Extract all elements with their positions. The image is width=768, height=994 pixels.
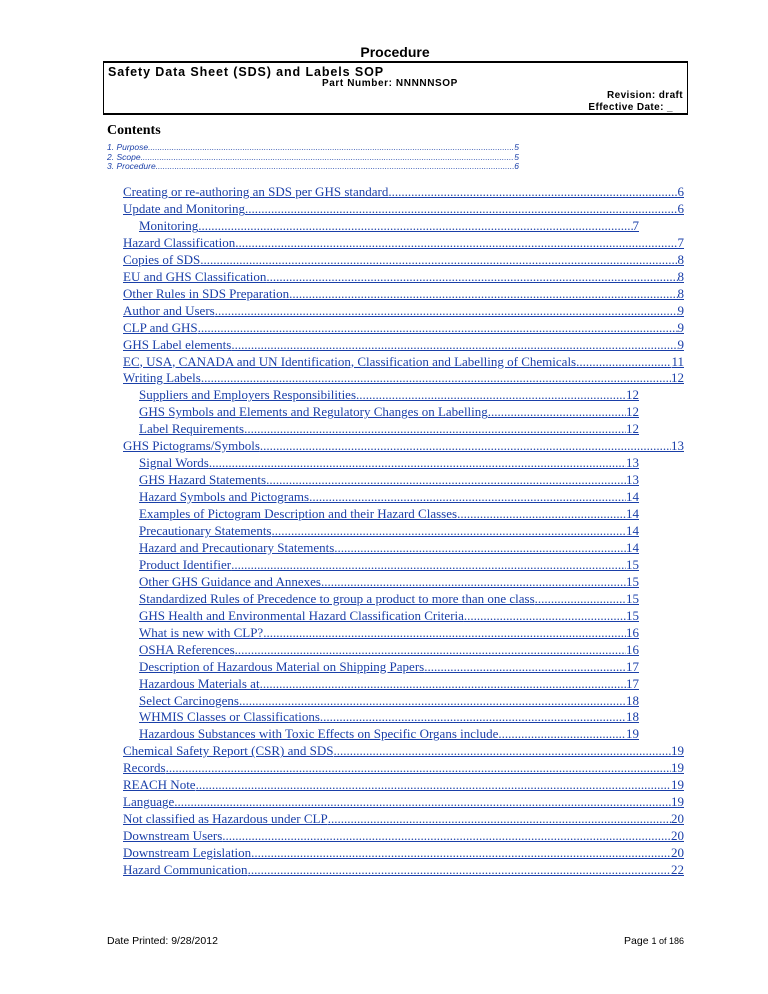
toc-page-number: 6: [677, 200, 684, 216]
dot-leader: [148, 143, 514, 153]
toc-label: Select Carcinogens: [139, 692, 239, 708]
dot-leader: [235, 234, 677, 251]
dot-leader: [235, 641, 626, 658]
toc-page-number: 13: [626, 455, 639, 471]
dot-leader: [231, 556, 626, 573]
dot-leader: [260, 437, 671, 454]
toc-label: REACH Note: [123, 777, 196, 793]
procedure-label: Procedure: [360, 44, 430, 60]
toc-page-number: 19: [671, 743, 684, 759]
toc-item[interactable]: [123, 268, 684, 285]
toc-page-number: 6: [677, 184, 684, 199]
toc-label: Hazardous Materials at: [139, 675, 260, 691]
date-printed: Date Printed: 9/28/2012: [107, 935, 218, 947]
toc-subitem[interactable]: [139, 725, 639, 742]
dot-leader: [245, 200, 677, 217]
dot-leader: [334, 539, 626, 556]
toc-page-number: 19: [671, 794, 684, 810]
toc-label: Copies of SDS: [123, 251, 201, 267]
toc-page-number: 15: [626, 607, 639, 623]
toc-label: GHS Symbols and Elements and Regulatory Changes on Labelling: [139, 404, 488, 420]
toc-page-number: 16: [626, 641, 639, 657]
toc-subitem[interactable]: [139, 573, 639, 590]
dot-leader: [231, 336, 677, 353]
dot-leader: [198, 319, 678, 336]
dot-leader: [141, 153, 515, 163]
dot-leader: [263, 624, 626, 641]
toc-item[interactable]: [123, 302, 684, 319]
toc-page-number: 19: [671, 777, 684, 793]
dot-leader: [535, 590, 626, 607]
toc-item[interactable]: [123, 776, 684, 793]
toc-label: Hazard Classification: [123, 234, 236, 250]
toc-item[interactable]: [123, 200, 684, 217]
toc-label: Hazard and Precautionary Statements: [139, 539, 335, 555]
toc-item[interactable]: [123, 336, 684, 353]
toc-label: GHS Label elements: [123, 336, 232, 352]
toc-subitem[interactable]: [139, 692, 639, 709]
dot-leader: [196, 776, 671, 793]
dot-leader: [576, 353, 671, 370]
dot-leader: [222, 827, 671, 844]
toc-subitem[interactable]: [139, 403, 639, 420]
document-title: Safety Data Sheet (SDS) and Labels SOP: [108, 65, 384, 79]
toc-item[interactable]: [123, 353, 684, 370]
toc-label: Monitoring: [139, 217, 199, 233]
toc-item[interactable]: [123, 861, 684, 878]
dot-leader: [215, 302, 678, 319]
toc-item[interactable]: [123, 759, 684, 776]
toc-summary-item[interactable]: [107, 153, 519, 163]
toc-page-number: 15: [626, 573, 639, 589]
toc-label: Not classified as Hazardous under CLP: [123, 811, 328, 827]
toc-label: WHMIS Classes or Classifications: [139, 709, 320, 725]
toc-label: CLP and GHS: [123, 319, 198, 335]
toc-label: GHS Hazard Statements: [139, 472, 267, 488]
toc-summary-page: 5: [514, 151, 519, 162]
toc-page-number: 17: [626, 658, 639, 674]
toc-label: Other GHS Guidance and Annexes: [139, 573, 321, 589]
toc-subitem[interactable]: [139, 420, 639, 437]
toc-page-number: 13: [626, 472, 639, 488]
dot-leader: [457, 505, 626, 522]
dot-leader: [166, 759, 671, 776]
toc-subitem[interactable]: [139, 471, 639, 488]
toc-summary-item[interactable]: [107, 162, 519, 172]
toc-item[interactable]: [123, 742, 684, 759]
toc-summary-label: 1. Purpose: [107, 142, 149, 152]
dot-leader: [272, 522, 627, 539]
toc-item[interactable]: [123, 369, 684, 386]
toc-page-number: 15: [626, 556, 639, 572]
dot-leader: [424, 658, 626, 675]
toc-item[interactable]: [123, 793, 684, 810]
toc-label: Language: [123, 794, 175, 810]
toc-item[interactable]: [123, 319, 684, 336]
dot-leader: [488, 403, 626, 420]
toc-label: Label Requirements: [139, 421, 245, 437]
toc-subitem[interactable]: [139, 539, 639, 556]
toc-label: GHS Health and Environmental Hazard Classification Criteria: [139, 607, 464, 623]
toc-subitem[interactable]: [139, 624, 639, 641]
dot-leader: [464, 607, 626, 624]
toc-page-number: 18: [626, 709, 639, 725]
dot-leader: [309, 488, 626, 505]
toc-label: Product Identifier: [139, 556, 232, 572]
toc-page-number: 19: [671, 760, 684, 776]
contents-heading: Contents: [107, 123, 161, 138]
dot-leader: [201, 369, 671, 386]
toc-page-number: 18: [626, 692, 639, 708]
dot-leader: [266, 268, 677, 285]
dot-leader: [334, 742, 671, 759]
toc-label: Update and Monitoring: [123, 200, 246, 216]
toc-page-number: 12: [671, 370, 684, 386]
toc-page-number: 7: [632, 217, 639, 233]
toc-subitem[interactable]: [139, 675, 639, 692]
toc-label: Description of Hazardous Material on Shipping Papers: [139, 658, 425, 674]
toc-page-number: 12: [626, 404, 639, 420]
toc-page-number: 8: [677, 268, 684, 284]
toc-label: Suppliers and Employers Responsibilities: [139, 387, 357, 403]
toc-subitem[interactable]: [139, 658, 639, 675]
toc-item[interactable]: [123, 810, 684, 827]
toc-subitem[interactable]: [139, 590, 639, 607]
toc-page-number: 11: [671, 353, 684, 369]
toc-page-number: 8: [677, 285, 684, 301]
toc-page-number: 12: [626, 387, 639, 403]
toc-item[interactable]: [123, 251, 684, 268]
toc-label: EC, USA, CANADA and UN Identification, Classification and Labelling of Chemicals: [123, 353, 577, 369]
toc-page-number: 20: [671, 845, 684, 861]
dot-leader: [174, 793, 671, 810]
toc-label: Hazard Symbols and Pictograms: [139, 489, 310, 505]
dot-leader: [198, 217, 632, 234]
dot-leader: [200, 251, 677, 268]
toc-page-number: 8: [677, 251, 684, 267]
toc-label: GHS Pictograms/Symbols: [123, 438, 260, 454]
toc-label: Hazard Communication: [123, 862, 248, 877]
toc-subitem[interactable]: [139, 522, 639, 539]
toc-page-number: 20: [671, 811, 684, 827]
dot-leader: [356, 386, 626, 403]
toc-item[interactable]: [123, 827, 684, 844]
toc-subitem[interactable]: [139, 505, 639, 522]
dot-leader: [321, 573, 626, 590]
document-header: [103, 61, 688, 115]
toc-label: Hazardous Substances with Toxic Effects on Specific Organs include: [139, 726, 499, 742]
toc-subitem[interactable]: [139, 641, 639, 658]
toc-page-number: 16: [626, 624, 639, 640]
toc-page-number: 19: [626, 726, 639, 742]
dot-leader: [239, 692, 626, 709]
page-number: [624, 935, 684, 948]
toc-summary-label: 3. Procedure: [107, 161, 156, 171]
toc-item[interactable]: [123, 234, 684, 251]
toc-label: Downstream Legislation: [123, 845, 252, 861]
toc-label: Other Rules in SDS Preparation: [123, 285, 290, 301]
toc-page-number: 7: [677, 234, 684, 250]
toc-label: Author and Users: [123, 302, 215, 318]
dot-leader: [156, 162, 515, 172]
dot-leader: [388, 183, 677, 200]
toc-subitem[interactable]: [139, 217, 639, 234]
toc-subitem[interactable]: [139, 556, 639, 573]
toc-summary-page: 5: [514, 142, 519, 152]
toc-label: Creating or re-authoring an SDS per GHS standard: [123, 184, 389, 199]
toc-item[interactable]: [123, 844, 684, 861]
toc-label: Writing Labels: [123, 370, 201, 386]
page-count: 1 of 186: [651, 936, 684, 946]
toc-page-number: 20: [671, 828, 684, 844]
toc-page-number: 14: [626, 539, 639, 555]
part-number: Part Number: NNNNNSOP: [322, 78, 458, 89]
dot-leader: [289, 285, 677, 302]
dot-leader: [320, 708, 626, 725]
toc-summary-page: 6: [514, 161, 519, 171]
revision: Revision: draft: [606, 90, 683, 101]
dot-leader: [498, 725, 626, 742]
toc-page-number: 9: [677, 319, 684, 335]
toc-label: What is new with CLP?: [139, 624, 264, 640]
toc-subitem[interactable]: [139, 454, 639, 471]
toc-subitem[interactable]: [139, 708, 639, 725]
toc-page-number: 14: [626, 489, 639, 505]
toc-page-number: 17: [626, 675, 639, 691]
dot-leader: [328, 810, 671, 827]
toc-summary-item[interactable]: [107, 143, 519, 153]
toc-subitem[interactable]: [139, 607, 639, 624]
toc-item[interactable]: [123, 437, 684, 454]
dot-leader: [209, 454, 626, 471]
toc-label: Examples of Pictogram Description and their Hazard Classes: [139, 506, 458, 522]
toc-item[interactable]: [123, 183, 684, 200]
toc-label: Signal Words: [139, 455, 209, 471]
toc-label: Records: [123, 760, 166, 776]
toc-label: Precautionary Statements: [139, 523, 272, 538]
toc-page-number: 9: [677, 336, 684, 352]
dot-leader: [244, 420, 626, 437]
dot-leader: [248, 861, 671, 878]
toc-subitem[interactable]: [139, 386, 639, 403]
dot-leader: [260, 675, 626, 692]
dot-leader: [266, 471, 626, 488]
toc-label: EU and GHS Classification: [123, 268, 267, 284]
toc-label: OSHA References: [139, 641, 235, 657]
toc-page-number: 13: [671, 438, 684, 454]
toc-page-number: 15: [626, 590, 639, 606]
page-label: Page: [624, 935, 649, 947]
toc-summary-label: 2. Scope: [107, 151, 141, 162]
toc-page-number: 12: [626, 421, 639, 437]
dot-leader: [251, 844, 671, 861]
toc-label: Standardized Rules of Precedence to group a product to more than one class: [139, 590, 535, 606]
toc-page-number: 14: [626, 506, 639, 522]
effective-date: Effective Date: _: [588, 102, 673, 113]
toc-label: Downstream Users: [123, 828, 223, 844]
toc-page-number: 22: [671, 862, 684, 877]
toc-page-number: 9: [677, 302, 684, 318]
toc-label: Chemical Safety Report (CSR) and SDS: [123, 743, 334, 759]
toc-summary: [107, 143, 519, 172]
toc-subitem[interactable]: [139, 488, 639, 505]
toc-item[interactable]: [123, 285, 684, 302]
toc-page-number: 14: [626, 523, 639, 538]
